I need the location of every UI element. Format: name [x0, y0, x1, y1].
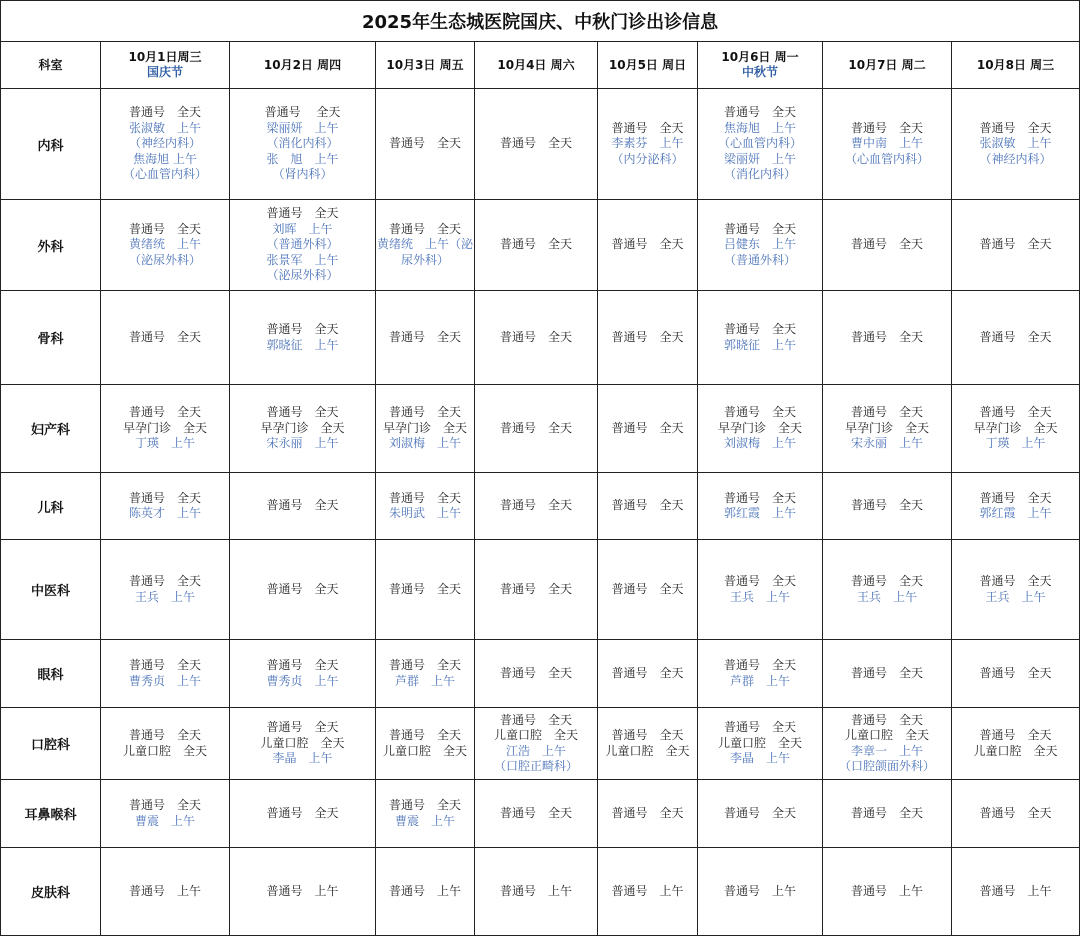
schedule-cell [698, 385, 823, 473]
clinic-line: 普通号 全天 [266, 498, 339, 513]
clinic-line: 普通号 全天 [266, 322, 339, 336]
doctor-line: （心血管内科） [844, 151, 929, 166]
schedule-cell [823, 89, 952, 200]
doctor-line: （心血管内科） [717, 136, 802, 151]
header-date: 10月7日 周二 [848, 57, 926, 72]
schedule-cell [698, 708, 823, 780]
clinic-line: 普通号 全天 [850, 805, 923, 820]
doctor-line: 张淑敏 上午 [128, 120, 201, 135]
schedule-cell [698, 89, 823, 200]
clinic-line: 普通号 全天 [723, 574, 796, 588]
header-day [230, 42, 376, 89]
clinic-line: 普通号 全天 [128, 490, 201, 505]
schedule-cell [598, 848, 698, 936]
clinic-line: 儿童口腔 全天 [382, 743, 467, 758]
clinic-line: 普通号 全天 [266, 658, 339, 672]
doctor-line: （内分泌科） [611, 151, 684, 166]
schedule-cell [952, 89, 1080, 200]
holiday-label: 国庆节 [146, 65, 183, 79]
dept-name: 内科 [1, 89, 101, 200]
header-date: 10月5日 周日 [608, 57, 687, 72]
schedule-cell [101, 385, 230, 473]
clinic-line: 普通号 全天 [611, 420, 684, 435]
doctor-line: 张淑敏 上午 [979, 136, 1052, 151]
clinic-line: 普通号 上午 [499, 883, 572, 898]
schedule-cell [823, 640, 952, 708]
clinic-line: 普通号 全天 [850, 574, 923, 588]
schedule-cell [952, 291, 1080, 385]
table-row [1, 640, 1080, 708]
header-day [823, 42, 952, 89]
schedule-cell [376, 200, 475, 291]
schedule-cell [230, 473, 376, 540]
schedule-cell [698, 780, 823, 848]
clinic-line: 普通号 全天 [723, 720, 796, 735]
schedule-cell [598, 385, 698, 473]
doctor-line: 曹震 上午 [134, 813, 195, 828]
clinic-line: 普通号 全天 [128, 658, 201, 672]
clinic-line: 普通号 上午 [979, 883, 1052, 898]
dept-name: 口腔科 [1, 708, 101, 780]
doctor-line: 李素芬 上午 [611, 136, 684, 151]
header-date: 10月1日周三 [128, 50, 202, 64]
clinic-line: 普通号 全天 [264, 105, 341, 120]
schedule-cell [101, 780, 230, 848]
schedule-cell [475, 473, 598, 540]
clinic-line: 普通号 全天 [266, 405, 339, 420]
doctor-line: （普通外科） [723, 252, 796, 267]
clinic-line: 普通号 全天 [850, 405, 923, 420]
doctor-line: （消化内科） [266, 136, 339, 151]
header-date: 10月4日 周六 [497, 57, 575, 72]
schedule-cell [475, 780, 598, 848]
doctor-line: 李晶 上午 [729, 751, 790, 766]
schedule-cell [823, 473, 952, 540]
dept-name: 外科 [1, 200, 101, 291]
clinic-line: 普通号 全天 [388, 728, 461, 742]
dept-name: 儿科 [1, 473, 101, 540]
header-day [598, 42, 698, 89]
clinic-line: 普通号 全天 [723, 805, 796, 820]
clinic-line: 普通号 全天 [979, 665, 1052, 680]
schedule-cell [598, 89, 698, 200]
schedule-cell [952, 708, 1080, 780]
header-row [1, 42, 1080, 89]
clinic-line: 普通号 全天 [128, 728, 201, 742]
schedule-cell [598, 200, 698, 291]
schedule-cell [475, 708, 598, 780]
doctor-line: 郭晓征 上午 [723, 337, 796, 352]
schedule-body [1, 1, 1080, 936]
schedule-cell [230, 640, 376, 708]
doctor-line: 黄绪统 上午 [128, 237, 201, 252]
clinic-line: 普通号 上午 [850, 883, 923, 898]
schedule-cell [823, 708, 952, 780]
schedule-cell [475, 385, 598, 473]
schedule-cell [376, 848, 475, 936]
schedule-cell [952, 200, 1080, 291]
doctor-line: 丁瑛 上午 [985, 436, 1046, 451]
table-row [1, 385, 1080, 473]
clinic-line: 普通号 全天 [611, 237, 684, 252]
schedule-cell [823, 540, 952, 640]
doctor-line: 刘淑梅 上午 [723, 436, 796, 451]
schedule-cell [598, 291, 698, 385]
clinic-line: 普通号 上午 [723, 883, 796, 898]
clinic-line: 儿童口腔 全天 [122, 743, 207, 758]
clinic-line: 普通号 全天 [499, 329, 572, 344]
clinic-line: 普通号 全天 [611, 581, 684, 596]
clinic-line: 儿童口腔 全天 [717, 735, 802, 750]
doctor-line: （神经内科） [979, 151, 1052, 166]
doctor-line: 梁丽妍 上午 [266, 120, 339, 135]
dept-name: 耳鼻喉科 [1, 780, 101, 848]
clinic-line: 普通号 全天 [388, 405, 461, 420]
schedule-cell [230, 200, 376, 291]
clinic-line: 普通号 全天 [388, 221, 461, 236]
schedule-cell [230, 385, 376, 473]
clinic-line: 普通号 全天 [128, 405, 201, 420]
clinic-line: 普通号 全天 [388, 136, 461, 151]
clinic-line: 普通号 全天 [723, 221, 796, 236]
schedule-cell [475, 540, 598, 640]
page-title: 2025年生态城医院国庆、中秋门诊出诊信息 [1, 1, 1080, 42]
title-row [1, 1, 1080, 42]
schedule-cell [952, 540, 1080, 640]
clinic-line: 普通号 全天 [979, 728, 1052, 742]
clinic-line: 普通号 全天 [499, 420, 572, 435]
table-row [1, 200, 1080, 291]
doctor-line: 丁瑛 上午 [134, 436, 195, 451]
clinic-line: 普通号 全天 [499, 237, 572, 252]
clinic-line: 普通号 全天 [723, 490, 796, 505]
schedule-cell [698, 540, 823, 640]
schedule-cell [952, 848, 1080, 936]
clinic-line: 普通号 全天 [850, 712, 923, 727]
schedule-cell [376, 291, 475, 385]
schedule-cell [376, 385, 475, 473]
doctor-line: 王兵 上午 [985, 589, 1046, 604]
clinic-line: 普通号 全天 [266, 581, 339, 596]
clinic-line: 普通号 全天 [723, 322, 796, 336]
table-row [1, 291, 1080, 385]
schedule-cell [230, 540, 376, 640]
clinic-line: 普通号 全天 [499, 581, 572, 596]
clinic-line: 普通号 全天 [611, 805, 684, 820]
schedule-cell [475, 848, 598, 936]
doctor-line: 宋永丽 上午 [266, 436, 339, 451]
dept-name: 眼科 [1, 640, 101, 708]
clinic-line: 普通号 全天 [388, 798, 461, 812]
clinic-line: 早孕门诊 全天 [844, 420, 929, 435]
doctor-line: 刘晖 上午 [272, 221, 333, 236]
doctor-line: 李章一 上午 [850, 743, 923, 758]
clinic-line: 普通号 全天 [128, 574, 201, 588]
clinic-line: 早孕门诊 全天 [382, 420, 467, 435]
doctor-line: 郭晓征 上午 [266, 337, 339, 352]
clinic-line: 儿童口腔 全天 [260, 735, 345, 750]
clinic-line: 普通号 全天 [128, 221, 201, 236]
doctor-line: 王兵 上午 [856, 589, 917, 604]
doctor-line: 张 旭 上午 [266, 151, 339, 166]
clinic-line: 普通号 全天 [499, 498, 572, 513]
clinic-line: 普通号 全天 [979, 805, 1052, 820]
doctor-line: 梁丽妍 上午 [723, 151, 796, 166]
holiday-label: 中秋节 [741, 65, 778, 79]
clinic-line: 普通号 上午 [388, 883, 461, 898]
header-day [101, 42, 230, 89]
doctor-line: 朱明武 上午 [388, 506, 461, 520]
clinic-line: 普通号 全天 [723, 105, 796, 120]
doctor-line: （消化内科） [723, 167, 796, 182]
schedule-cell [698, 640, 823, 708]
clinic-line: 普通号 全天 [266, 805, 339, 820]
clinic-line: 普通号 上午 [611, 883, 684, 898]
header-day [376, 42, 475, 89]
schedule-cell [101, 540, 230, 640]
schedule-cell [101, 89, 230, 200]
schedule-cell [598, 708, 698, 780]
schedule-cell [598, 540, 698, 640]
clinic-line: 普通号 全天 [128, 798, 201, 812]
clinic-line: 普通号 上午 [128, 883, 201, 898]
schedule-cell [475, 89, 598, 200]
table-row [1, 89, 1080, 200]
schedule-cell [952, 473, 1080, 540]
doctor-line: 郭红霞 上午 [723, 506, 796, 520]
schedule-cell [823, 291, 952, 385]
table-row [1, 848, 1080, 936]
doctor-line: 陈英才 上午 [128, 506, 201, 520]
header-date: 10月2日 周四 [263, 57, 342, 72]
clinic-line: 早孕门诊 全天 [973, 420, 1058, 435]
clinic-line: 普通号 全天 [979, 405, 1052, 420]
clinic-line: 儿童口腔 全天 [844, 728, 929, 742]
clinic-line: 普通号 全天 [979, 490, 1052, 505]
schedule-cell [376, 640, 475, 708]
doctor-line: 曹中南 上午 [850, 136, 923, 151]
clinic-line: 普通号 全天 [850, 329, 923, 344]
clinic-line: 普通号 全天 [611, 329, 684, 344]
schedule-cell [598, 640, 698, 708]
schedule-cell [230, 848, 376, 936]
schedule-cell [598, 780, 698, 848]
schedule-cell [101, 473, 230, 540]
table-row [1, 708, 1080, 780]
doctor-line: 王兵 上午 [729, 589, 790, 604]
schedule-cell [823, 385, 952, 473]
clinic-line: 普通号 全天 [266, 206, 339, 221]
schedule-cell [823, 780, 952, 848]
header-dept: 科室 [1, 42, 101, 89]
clinic-line: 普通号 全天 [979, 237, 1052, 252]
clinic-line: 普通号 全天 [850, 237, 923, 252]
clinic-line: 普通号 全天 [499, 665, 572, 680]
clinic-line: 儿童口腔 全天 [605, 743, 690, 758]
schedule-cell [376, 708, 475, 780]
table-row [1, 780, 1080, 848]
clinic-line: 儿童口腔 全天 [493, 728, 578, 742]
schedule-cell [952, 385, 1080, 473]
table-row [1, 473, 1080, 540]
dept-name: 中医科 [1, 540, 101, 640]
clinic-line: 普通号 全天 [388, 490, 461, 505]
clinic-line: 普通号 上午 [266, 883, 339, 898]
schedule-cell [475, 291, 598, 385]
doctor-line: 芦群 上午 [729, 673, 790, 688]
clinic-line: 普通号 全天 [128, 105, 201, 120]
header-day [475, 42, 598, 89]
clinic-line: 普通号 全天 [723, 658, 796, 672]
doctor-line: 郭红霞 上午 [979, 506, 1052, 520]
clinic-line: 普通号 全天 [611, 498, 684, 513]
schedule-cell [698, 848, 823, 936]
schedule-cell [101, 200, 230, 291]
schedule-cell [823, 848, 952, 936]
dept-name: 皮肤科 [1, 848, 101, 936]
schedule-cell [376, 473, 475, 540]
doctor-line: （口腔颌面外科） [838, 759, 935, 773]
doctor-line: 江浩 上午 [505, 743, 566, 758]
doctor-line: （普通外科） [266, 237, 339, 252]
doctor-line: 焦海旭 上午 [133, 151, 197, 166]
dept-name: 骨科 [1, 291, 101, 385]
doctor-line: （神经内科） [128, 136, 201, 151]
schedule-cell [230, 291, 376, 385]
clinic-line: 普通号 全天 [611, 665, 684, 680]
clinic-line: 普通号 全天 [611, 120, 684, 135]
schedule-cell [952, 640, 1080, 708]
schedule-cell [230, 89, 376, 200]
schedule-cell [823, 200, 952, 291]
clinic-line: 儿童口腔 全天 [973, 743, 1058, 758]
clinic-line: 普通号 全天 [850, 498, 923, 513]
clinic-line: 普通号 全天 [979, 329, 1052, 344]
clinic-line: 普通号 全天 [979, 120, 1052, 135]
doctor-line: （泌尿外科） [266, 268, 339, 283]
doctor-line: 曹秀贞 上午 [266, 673, 339, 688]
clinic-line: 普通号 全天 [850, 120, 923, 135]
table-row [1, 540, 1080, 640]
dept-name: 妇产科 [1, 385, 101, 473]
header-day [952, 42, 1080, 89]
schedule-cell [101, 708, 230, 780]
doctor-line: 吕健东 上午 [723, 237, 796, 252]
schedule-cell [376, 540, 475, 640]
clinic-line: 早孕门诊 全天 [122, 420, 207, 435]
header-date: 10月8日 周三 [976, 57, 1055, 72]
clinic-line: 普通号 全天 [388, 581, 461, 596]
doctor-line: 黄绪统 上午（泌 [376, 237, 473, 252]
doctor-line: （口腔正畸科） [493, 759, 578, 773]
doctor-line: 张景军 上午 [266, 252, 339, 267]
doctor-line: 芦群 上午 [394, 673, 455, 688]
doctor-line: 刘淑梅 上午 [388, 436, 461, 451]
schedule-cell [698, 473, 823, 540]
clinic-line: 普通号 全天 [388, 329, 461, 344]
schedule-cell [698, 291, 823, 385]
schedule-cell [698, 200, 823, 291]
clinic-line: 普通号 全天 [611, 728, 684, 742]
schedule-cell [101, 640, 230, 708]
schedule-cell [475, 640, 598, 708]
schedule-cell [598, 473, 698, 540]
clinic-line: 普通号 全天 [128, 329, 201, 344]
clinic-line: 普通号 全天 [723, 405, 796, 420]
doctor-line: 李晶 上午 [272, 751, 333, 766]
header-date: 10月6日 周一 [721, 50, 799, 64]
doctor-line: （泌尿外科） [128, 252, 201, 267]
clinic-line: 普通号 全天 [499, 805, 572, 820]
schedule-cell [952, 780, 1080, 848]
clinic-line: 普通号 全天 [850, 665, 923, 680]
schedule-cell [376, 780, 475, 848]
clinic-line: 普通号 全天 [499, 712, 572, 727]
doctor-line: 曹震 上午 [394, 813, 455, 828]
doctor-line: （心血管内科） [122, 167, 207, 182]
schedule-cell [101, 291, 230, 385]
doctor-line: 宋永丽 上午 [850, 436, 923, 451]
schedule-cell [230, 708, 376, 780]
clinic-line: 普通号 全天 [499, 136, 572, 151]
doctor-line: 焦海旭 上午 [723, 120, 796, 135]
clinic-line: 普通号 全天 [266, 720, 339, 735]
schedule-cell [475, 200, 598, 291]
schedule-cell [230, 780, 376, 848]
doctor-line: 王兵 上午 [134, 589, 195, 604]
doctor-line: 曹秀贞 上午 [128, 673, 201, 688]
clinic-line: 普通号 全天 [979, 574, 1052, 588]
doctor-line: （肾内科） [272, 167, 333, 182]
doctor-line: 尿外科） [400, 252, 449, 267]
clinic-line: 早孕门诊 全天 [717, 420, 802, 435]
header-day [698, 42, 823, 89]
clinic-line: 普通号 全天 [388, 658, 461, 672]
schedule-cell [101, 848, 230, 936]
header-date: 10月3日 周五 [386, 57, 464, 72]
clinic-line: 早孕门诊 全天 [260, 420, 345, 435]
schedule-cell [376, 89, 475, 200]
